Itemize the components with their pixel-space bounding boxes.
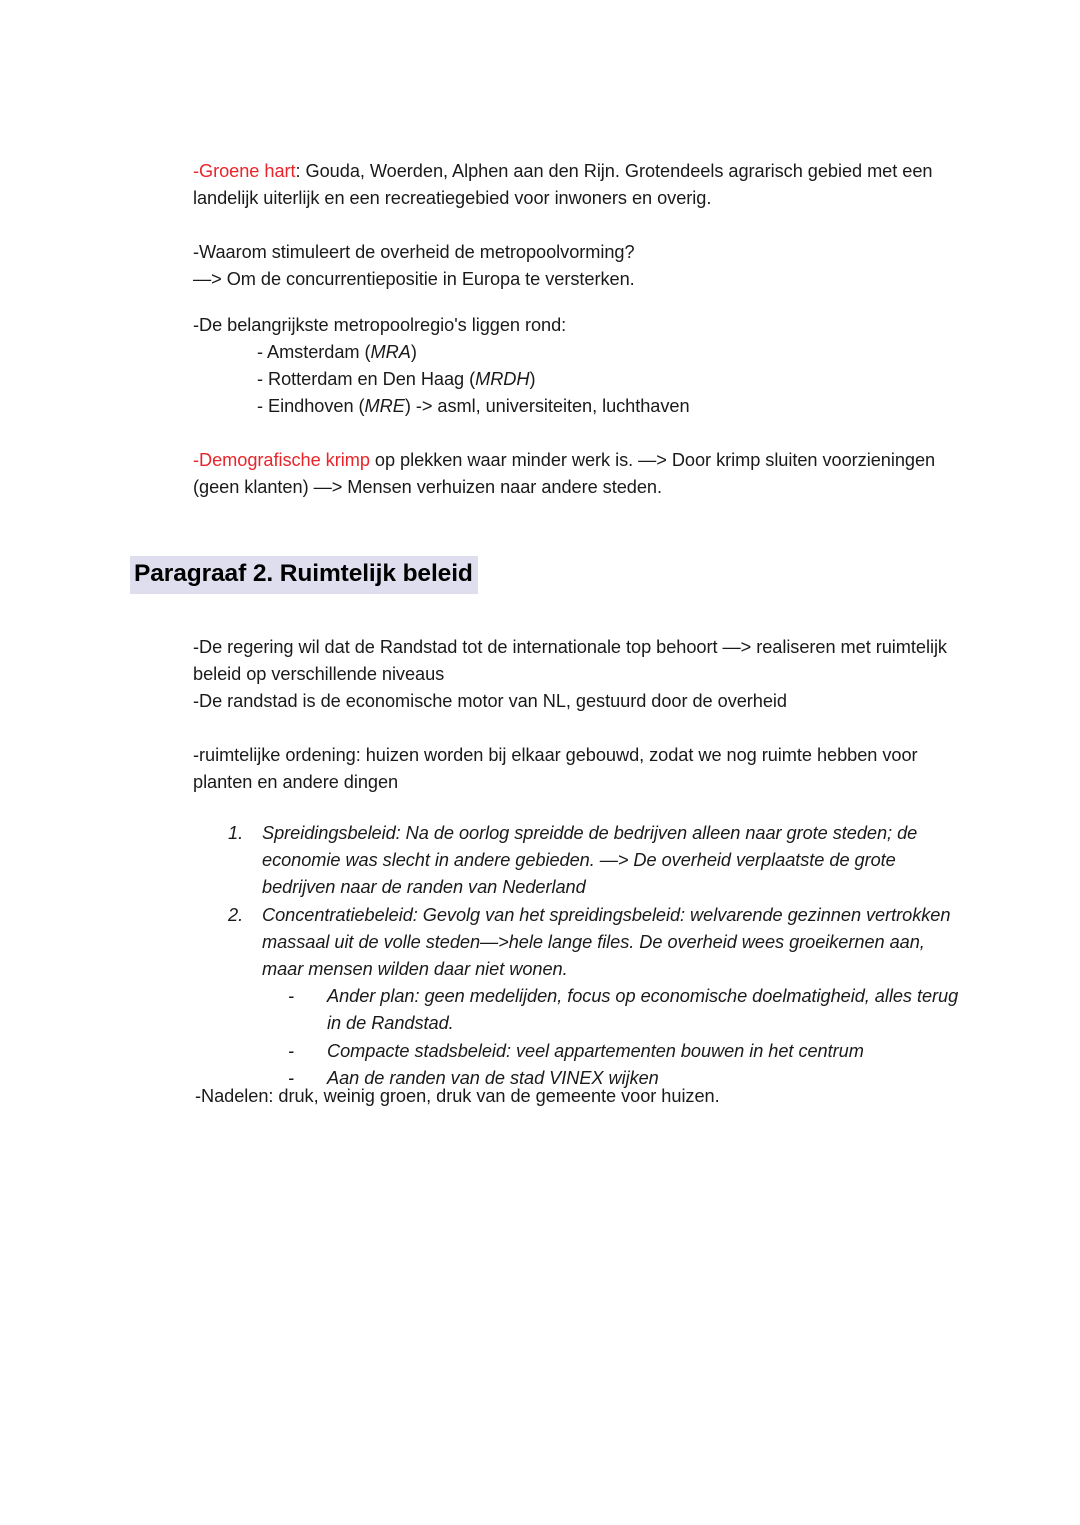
list-marker: - — [288, 1040, 295, 1061]
list-beleid — [228, 820, 968, 1092]
paragraph-groene-hart — [193, 158, 953, 212]
randstad-intro-2: -De randstad is de economische motor van NL, gestuurd door de overheid — [193, 691, 787, 712]
metropoolregio-abbr: MRA — [370, 342, 411, 362]
section-heading — [130, 556, 478, 594]
demografische-krimp-label: -Demografische krimp — [193, 450, 370, 470]
list-beleid-subbullets — [288, 983, 968, 1092]
list-item-text: Aan de randen van de stad VINEX wijken — [327, 1067, 659, 1088]
list-item — [228, 902, 968, 984]
metropoolregio-suffix: ) — [529, 369, 536, 390]
list-marker: 1. — [228, 823, 244, 843]
list-item-text: Spreidingsbeleid: Na de oorlog spreidde de bedrijven alleen naar grote steden; de economie was slecht in andere gebieden. —> De overheid verplaatste de grote bedrijven naar de randen van Nederland — [262, 823, 918, 898]
paragraph-regering-randstad — [193, 634, 953, 716]
groene-hart-text: : Gouda, Woerden, Alphen aan den Rijn. Grotendeels agrarisch gebied met een landelijk uiterlijk en een recreatiegebied voor inwoners en overig. — [193, 161, 933, 209]
paragraph-metropoolregios-intro: -De belangrijkste metropoolregio's liggen rond: — [193, 315, 567, 335]
demografische-krimp-text: op plekken waar minder werk is. —> Door krimp sluiten voorzieningen (geen klanten) —> Mensen verhuizen naar andere steden. — [193, 450, 936, 498]
metropoolregio-suffix: ) -> asml, universiteiten, luchthaven — [404, 396, 690, 417]
metropoolregio-suffix: ) — [410, 342, 417, 362]
list-marker: - — [288, 986, 295, 1007]
list-marker: 2. — [228, 904, 244, 925]
randstad-intro-1: -De regering wil dat de Randstad tot de internationale top behoort —> realiseren met ruimtelijk beleid op verschillende niveaus — [193, 637, 947, 685]
list-item-text: Ander plan: geen medelijden, focus op economische doelmatigheid, alles terug in de Randstad. — [327, 986, 959, 1034]
list-item-text: Concentratiebeleid: Gevolg van het spreidingsbeleid: welvarende gezinnen vertrokken massaal uit de volle steden—>hele lange files. De overheid wees groeikernen aan, maar mensen wilden daar niet wonen. — [262, 904, 951, 980]
metropool-question: -Waarom stimuleert de overheid de metropoolvorming? — [193, 242, 635, 262]
list-item — [228, 820, 968, 902]
groene-hart-label: -Groene hart — [193, 161, 296, 181]
list-metropoolregios — [257, 339, 957, 421]
metropoolregio-abbr: MRDH — [475, 369, 530, 390]
paragraph-demografische-krimp — [193, 447, 953, 501]
paragraph-ruimtelijke-ordening: -ruimtelijke ordening: huizen worden bij elkaar gebouwd, zodat we nog ruimte hebben voor planten en andere dingen — [193, 745, 918, 793]
list-item — [288, 1038, 968, 1065]
list-marker: - — [288, 1067, 295, 1088]
metropoolregio-prefix: - Amsterdam ( — [257, 342, 371, 362]
list-item — [257, 339, 957, 366]
metropoolregio-prefix: - Eindhoven ( — [257, 396, 365, 417]
metropool-answer: —> Om de concurrentiepositie in Europa te versterken. — [193, 269, 635, 290]
list-item — [288, 983, 968, 1037]
list-item — [257, 393, 957, 420]
metropoolregio-prefix: - Rotterdam en Den Haag ( — [257, 369, 476, 390]
paragraph-nadelen: -Nadelen: druk, weinig groen, druk van de gemeente voor huizen. — [195, 1086, 720, 1106]
paragraph-waarom-metropoolvorming — [193, 239, 953, 293]
page-title: Paragraaf 2. Ruimtelijk beleid — [130, 556, 478, 594]
list-item — [257, 366, 957, 393]
metropoolregio-abbr: MRE — [364, 396, 405, 417]
list-item-text: Compacte stadsbeleid: veel appartementen bouwen in het centrum — [327, 1040, 864, 1061]
